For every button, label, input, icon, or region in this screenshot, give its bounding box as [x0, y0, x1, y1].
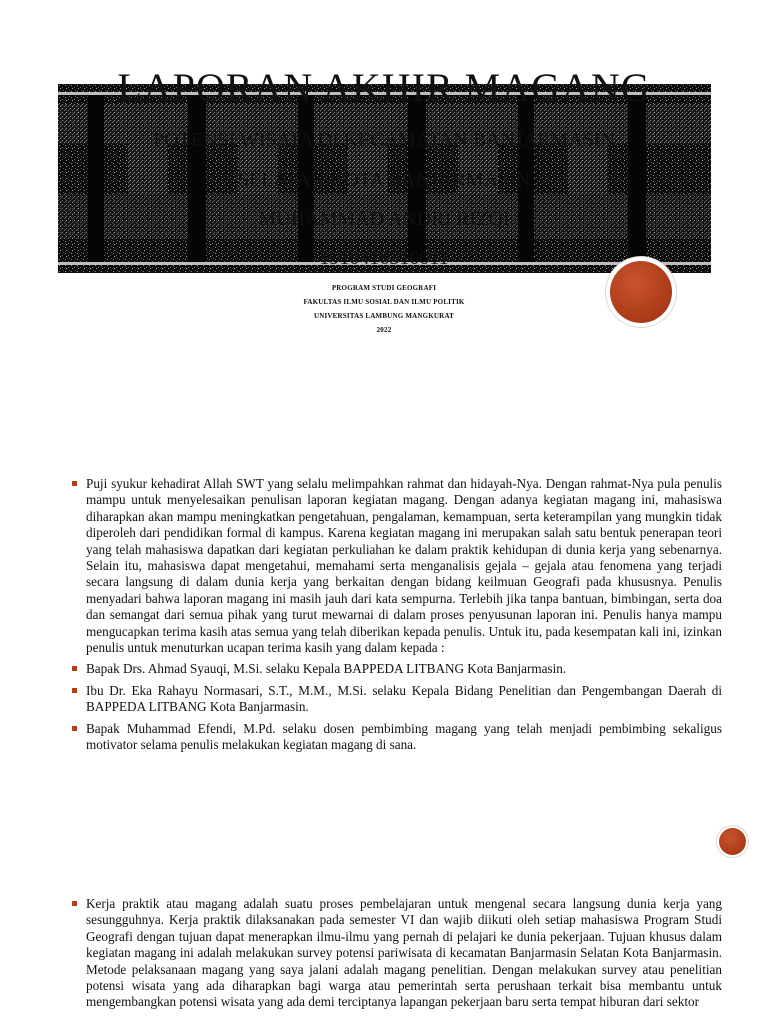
decorative-circle-icon: [717, 826, 748, 857]
report-subtitle-line-2: SELATAN KOTA BANJARMASIN: [237, 169, 531, 191]
affiliation-line: 2022: [376, 326, 392, 334]
affiliation-line: PROGRAM STUDI GEOGRAFI: [331, 284, 437, 292]
report-subtitle-line-1: POTENSI WISATA DI KECAMATAN BANJARMASIN: [152, 129, 615, 151]
square-bullet-icon: [72, 481, 77, 486]
introduction-slide: [72, 896, 722, 1016]
square-bullet-icon: [72, 901, 77, 906]
report-title: LAPORAN AKHIR MAGANG: [117, 65, 651, 110]
bullet-text: Bapak Muhammad Efendi, M.Pd. selaku dosen pembimbing magang yang telah menjadi pembimbing sekaligus motivator selama penulis melakukan kegiatan magang di sana.: [86, 720, 722, 753]
list-item: [72, 661, 722, 677]
acknowledgement-slide: [72, 476, 722, 759]
student-id: 1910416310011: [319, 247, 449, 269]
list-item: [72, 721, 722, 754]
bullet-text: Puji syukur kehadirat Allah SWT yang selalu melimpahkan rahmat dan hidayah-Nya. Dengan rahmat-Nya pula penulis mampu untuk menyelesaikan penulisan laporan kegiatan magang. Dengan adanya kegiatan magang ini, mahasiswa diharapkan akan mampu meningkatkan pengetahuan, pengalaman, kemampuan, serta keterampilan yang mungkin tidak diperoleh dari pendidikan formal di kampus. Karena kegiatan magang ini merupakan salah satu bentuk penerapan teori yang telah mahasiswa dapatkan dari kegiatan perkuliahan ke dalam praktik kehidupan di dunia kerja yang sebenarnya. Selain itu, mahasiswa dapat mengetahui, memahami serta menganalisis gejala – gejala atau fenomena yang terjadi secara langsung di dalam dunia kerja yang berkaitan dengan bidang keilmuan Geografi pada khususnya. Penulis menyadari bahwa laporan magang ini masih jauh dari kata sempurna. Terlebih jika tanpa bantuan, bimbingan, serta doa dan semangat dari semua pihak yang turut mewarnai di dalam proses penyusunan laporan ini. Penulis hanya mampu mengucapkan terima kasih atas semua yang telah diberikan kepada penulis. Untuk itu, pada kesempatan kali ini, izinkan penulis untuk menuturkan ucapan terima kasih yang dalam kepada :: [86, 476, 722, 656]
affiliation-line: FAKULTAS ILMU SOSIAL DAN ILMU POLITIK: [303, 298, 465, 306]
list-item: [72, 683, 722, 716]
decorative-circle-icon: [606, 257, 676, 327]
bullet-text: Kerja praktik atau magang adalah suatu proses pembelajaran untuk mengenal secara langsung dunia kerja yang sesungguhnya. Kerja praktik dilaksanakan pada semester VI dan wajib diikuti oleh setiap mahasiswa Program Studi Geografi dengan tujuan dapat menerapkan ilmu-ilmu yang pernah di pelajari ke dunia pekerjaan. Tujuan khusus dalam kegiatan magang ini adalah melakukan survey potensi pariwisata di kecamatan Banjarmasin Selatan Kota Banjarmasin. Metode pelaksanaan magang yang saya jalani adalah magang penelitian. Dengan melakukan survey atau penelitian potensi wisata yang ada diharapkan bagi warga atau pemerintah serta perushaan terkait bisa membantu untuk mengembangkan potensi wisata yang ada demi terciptanya lapangan pekerjaan baru serta tempat hiburan dari sektor: [86, 896, 722, 1010]
square-bullet-icon: [72, 688, 77, 693]
square-bullet-icon: [72, 666, 77, 671]
affiliation-line: UNIVERSITAS LAMBUNG MANGKURAT: [313, 312, 455, 320]
title-slide: [0, 0, 768, 350]
author-name: MUHAMMAD ANDRI RIZQI: [258, 208, 510, 230]
list-item: [72, 476, 722, 656]
bullet-text: Bapak Drs. Ahmad Syauqi, M.Si. selaku Kepala BAPPEDA LITBANG Kota Banjarmasin.: [86, 661, 567, 677]
square-bullet-icon: [72, 726, 77, 731]
bullet-text: Ibu Dr. Eka Rahayu Normasari, S.T., M.M., M.Si. selaku Kepala Bidang Penelitian dan Pengembangan Daerah di BAPPEDA LITBANG Kota Banjarmasin.: [86, 682, 722, 715]
list-item: [72, 896, 722, 1011]
